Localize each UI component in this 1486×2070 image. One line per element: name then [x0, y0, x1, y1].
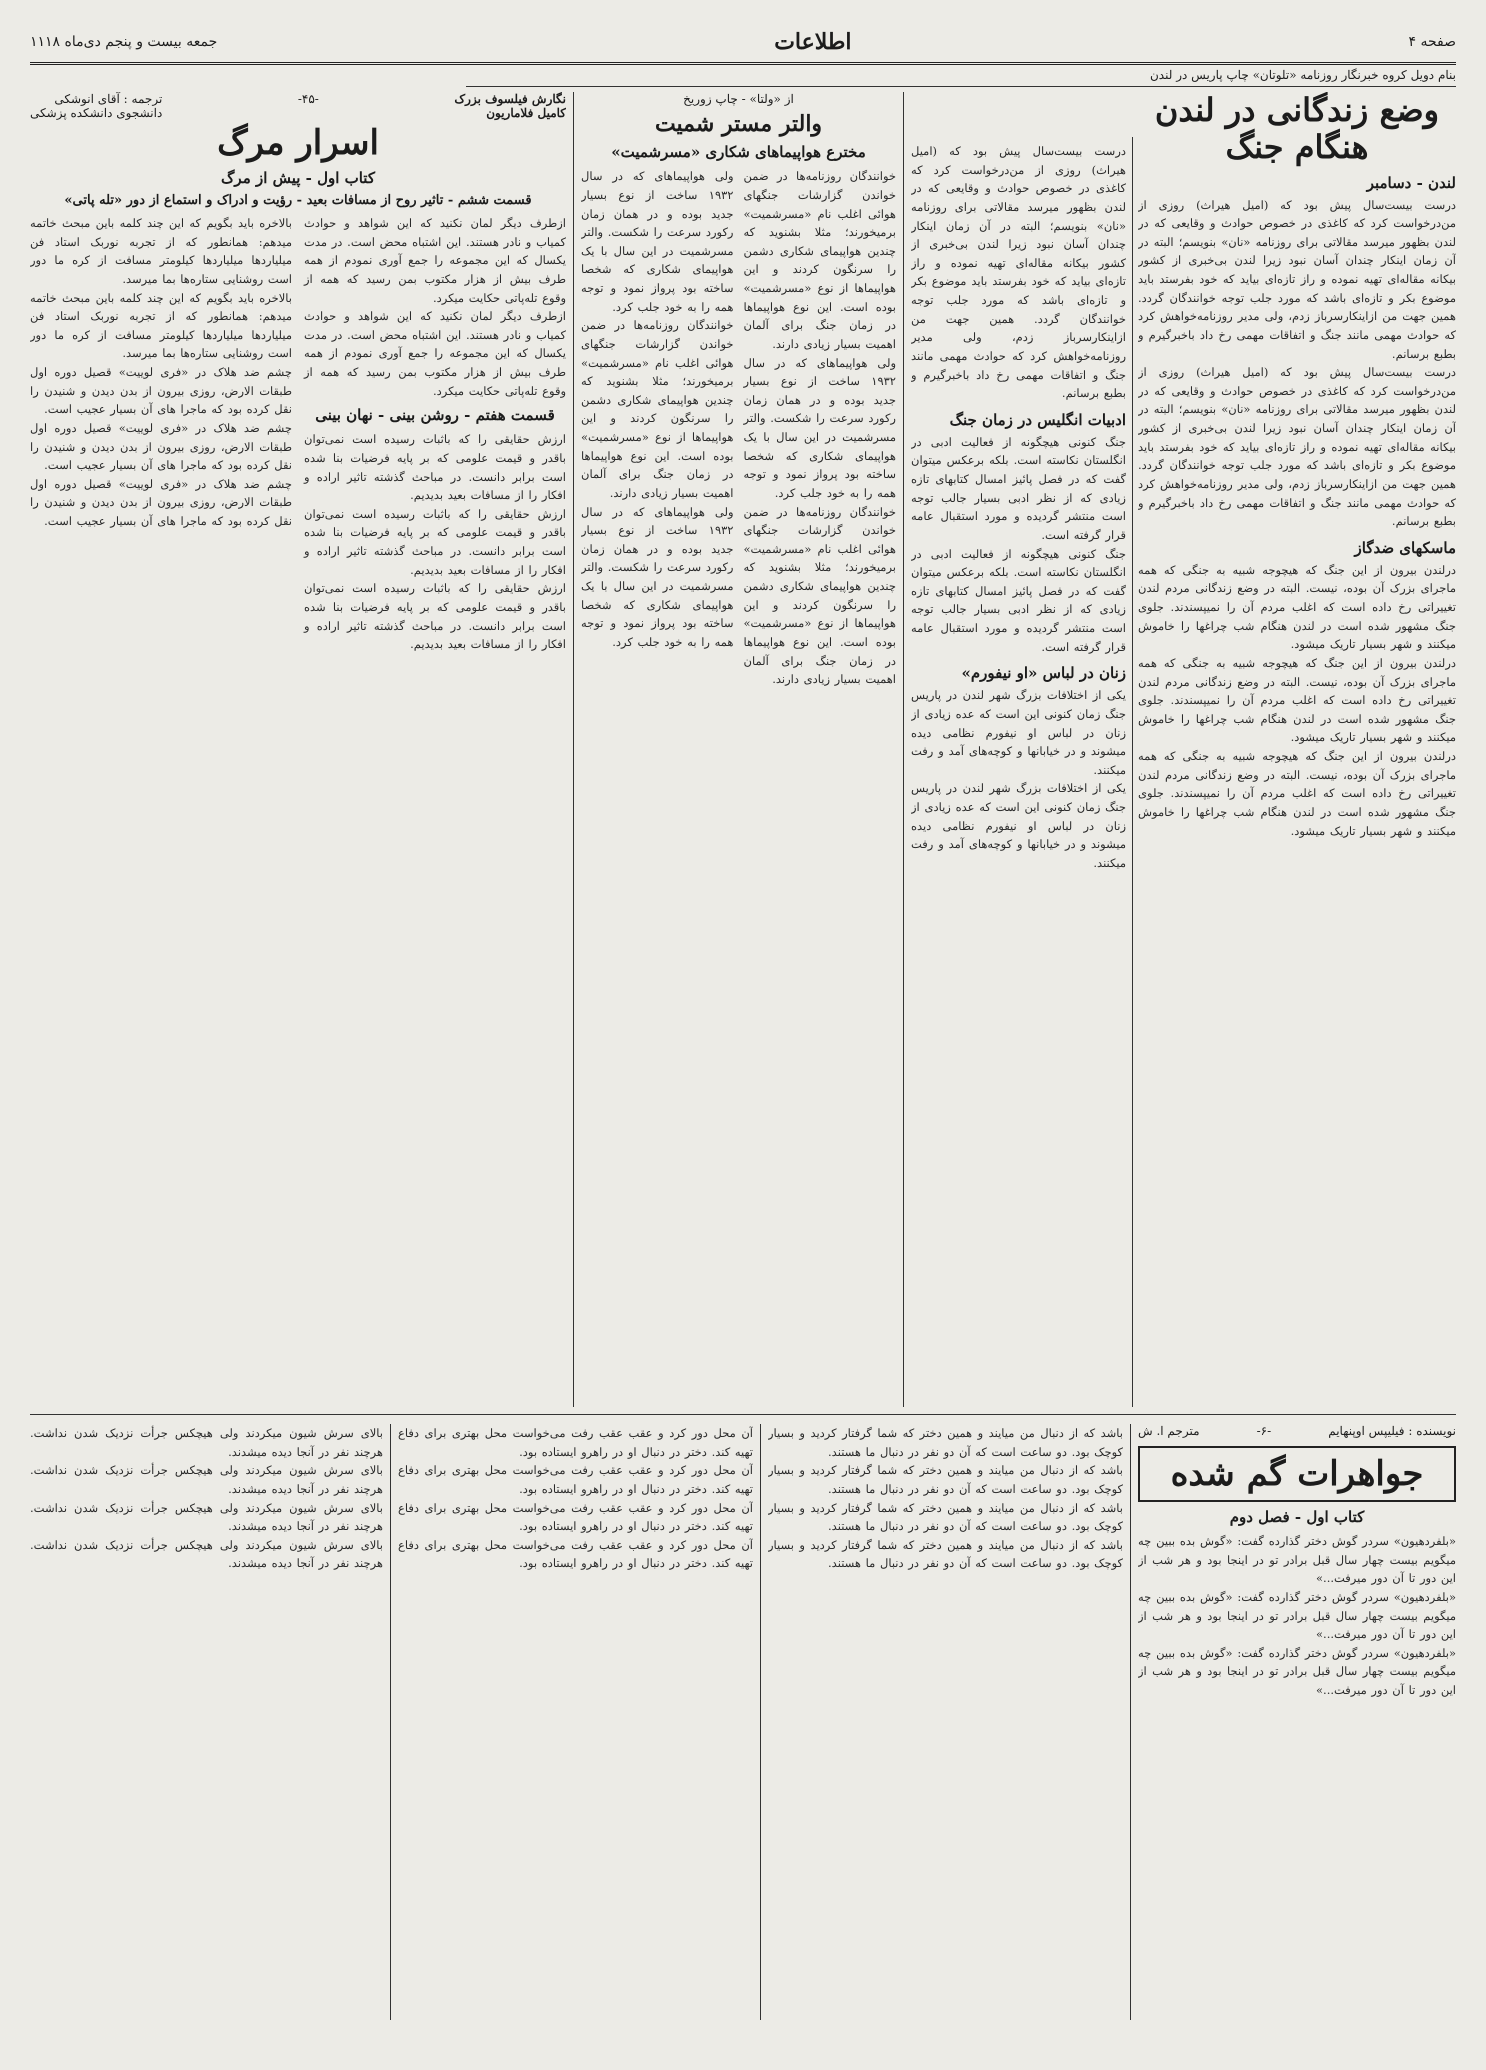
column-rule — [903, 92, 904, 1407]
article-body: ارزش حقایقی را که باثبات رسیده است نمی‌توان باقدر و قیمت علومی که بر پایه فرضیات بنا شده است برابر دانست. در مباحث گذشته تاثیر اراده و افکار را از مسافات بعید بدیدیم. — [304, 581, 566, 652]
newspaper-name: اطلاعات — [774, 29, 852, 55]
translator: مترجم ا. ش — [1138, 1424, 1200, 1438]
article-body: «بلفردهیون» سردر گوش دختر گذارده گفت: «گوش بده ببین چه میگویم بیست چهار سال قبل برادر تو در اینجا بود و هر شب از این دور تا آن دور میرفت...» — [1138, 1589, 1456, 1642]
article-body: «بلفردهیون» سردر گوش دختر گذارده گفت: «گوش بده ببین چه میگویم بیست چهار سال قبل برادر تو در اینجا بود و هر شب از این دور تا آن دور میرفت...» — [1138, 1534, 1456, 1586]
article-body: «بلفردهیون» سردر گوش دختر گذارده گفت: «گوش بده ببین چه میگویم بیست چهار سال قبل برادر تو در اینجا بود و هر شب از این دور تا آن دور میرفت...» — [1138, 1645, 1456, 1697]
article-body: درست بیست‌سال پیش بود که (امیل هیراث) روزی از من‌درخواست کرد که کاغذی در خصوص حوادث و وقایعی که در لندن بظهور میرسد مقالاتی برای روزنامه «نان» بنویسم؛ البته در آن زمان اینکار چندان آسان نبود زیرا لندن بی‌خبری از کشور بیکانه مقاله‌ای تهیه نموده و راز تازه‌ای بیاید که خود بفرستد باید موضوع بکر و تازه‌ای باشد که مورد جلب توجه خوانندگان گردد. همین جهت من ازاینکارسرباز زدم، ولی مدیر روزنامه‌خواهش کرد که حوادث مهمی مانند جنگ و اتفاقات مهمی رخ داد باخبرگیرم و بطبع برسانم. — [1138, 365, 1456, 529]
translator: ترجمه : آقای انوشکی — [54, 92, 163, 106]
article-body: باشد که از دنبال من میایند و همین دختر که شما گرفتار کردید و بسیار کوچک بود. دو ساعت است که آن دو نفر در دنبال ما هستند. — [768, 1537, 1123, 1571]
subhead-jewels: کتاب اول - فصل دوم — [1229, 1508, 1365, 1526]
column-rule — [760, 1424, 761, 2020]
part-line: قسمت ششم - تاثیر روح از مسافات بعید - رؤیت و ادراک و استماع از دور «تله پاتی» — [64, 193, 532, 209]
byline: نگارش فیلسوف بزرک — [454, 92, 566, 106]
article-body: ازطرف دیگر لمان نکنید که این شواهد و حوادث کمیاب و نادر هستند. این اشتباه محض است. در مدت یکسال که این مجموعه را جمع آوری نمودم از همه طرف بیش از هزار مکتوب بمن رسید که همه از وقوع تله‌پاتی حکایت میکرد. — [304, 216, 566, 305]
column-rule — [1130, 1424, 1131, 2020]
source-line: از «ولتا» - چاپ زوریخ — [683, 92, 794, 106]
article-body: آن محل دور کرد و عقب عقب رفت می‌خواست محل بهتری برای دفاع تهیه کند. دختر در دنبال او در راهرو ایستاده بود. — [398, 1537, 753, 1571]
article-body: چشم ضد هلاک در «فری لوییت» قصیل دوره اول طبقات الارض، روزی بیرون از بدن دیدن و شنیدن را نقل کرده بود که ماجرا های آن بسیار عجیب است. — [30, 476, 292, 529]
section-heading: ماسکهای ضدگاز — [1354, 538, 1456, 557]
article-body: خوانندگان روزنامه‌ها در ضمن خواندن گزارشات جنگهای هوائی اغلب نام «مسرشمیت» برمیخورند؛ مثلا بشنوید که چندین هواپیمای شکاری دشمن را سرنگون کردند و این هواپیماها از نوع «مسرشمیت» بوده است. این نوع هواپیماها در زمان جنگ برای آلمان اهمیت بسیار زیادی دارند. — [581, 318, 734, 500]
article-body: باشد که از دنبال من میایند و همین دختر که شما گرفتار کردید و بسیار کوچک بود. دو ساعت است که آن دو نفر در دنبال ما هستند. — [768, 1463, 1123, 1496]
masthead — [30, 22, 1456, 65]
installment-number: -۴۵- — [297, 92, 319, 106]
correspondent-line: بنام دویل کروه خبرنگار روزنامه «تلوتان» چاپ پاریس در لندن — [466, 68, 1456, 87]
article-body: درست بیست‌سال پیش بود که (امیل هیراث) روزی از من‌درخواست کرد که کاغذی در خصوص حوادث و وقایعی که در لندن بظهور میرسد مقالاتی برای روزنامه «نان» بنویسم؛ البته در آن زمان اینکار چندان آسان نبود زیرا لندن بی‌خبری از کشور بیکانه مقاله‌ای تهیه نموده و راز تازه‌ای بیاید که خود بفرستد باید موضوع بکر و تازه‌ای باشد که مورد جلب توجه خوانندگان گردد. همین جهت من ازاینکارسرباز زدم، ولی مدیر روزنامه‌خواهش کرد که حوادث مهمی مانند جنگ و اتفاقات مهمی رخ داد باخبرگیرم و بطبع برسانم. — [911, 144, 1126, 401]
article-body: درلندن بیرون از این جنگ که هیچوجه شبیه به جنگی که همه ماجرای بزرک آن بوده، نیست. البته در وضع زندگانی مردم لندن تغییراتی رخ داده است که اغلب مردم آن را نمیپسندند. جلوی جنگ مشهور شده است در لندن هنگام شب چراغها را خاموش میکنند و شهر بسیار تاریک میشود. — [1138, 562, 1456, 652]
article-lost-jewels-col4 — [30, 1424, 383, 2020]
headline-messerschmitt: والتر مستر شمیت — [654, 111, 823, 137]
article-london-col2 — [911, 142, 1126, 1407]
translator-affiliation: دانشجوی دانشکده پزشکی — [30, 106, 163, 120]
article-body: بالای سرش شیون میکردند ولی هیچکس جرأت نزدیک شدن نداشت. هرچند نفر در آنجا دیده میشدند. — [30, 1500, 383, 1534]
article-body: جنگ کنونی هیچگونه از فعالیت ادبی در انگلستان نکاسته است. بلکه برعکس میتوان گفت که در فصل پائیز امسال کتابهای تازه زیادی که از نظر ادبی بسیار جالب توجه است منتشر گردیده و مورد استقبال عامه قرار گرفته است. — [911, 546, 1126, 654]
article-secrets-of-death — [30, 92, 566, 1407]
article-body: ازطرف دیگر لمان نکنید که این شواهد و حوادث کمیاب و نادر هستند. این اشتباه محض است. در مدت یکسال که این مجموعه را جمع آوری نمودم از همه طرف بیش از هزار مکتوب بمن رسید که همه از وقوع تله‌پاتی حکایت میکرد. — [304, 309, 566, 398]
subhead-messerschmitt: مخترع هواپیماهای شکاری «مسرشمیت» — [611, 143, 866, 162]
article-lost-jewels-col3 — [398, 1424, 753, 2020]
headline-jewels: جواهرات گم شده — [1138, 1446, 1456, 1502]
article-body: بالای سرش شیون میکردند ولی هیچکس جرأت نزدیک شدن نداشت. هرچند نفر در آنجا دیده میشدند. — [30, 1537, 383, 1571]
section-heading: قسمت هفتم - روشن بینی - نهان بینی — [315, 406, 555, 425]
article-body: چشم ضد هلاک در «فری لوییت» قصیل دوره اول طبقات الارض، روزی بیرون از بدن دیدن و شنیدن را نقل کرده بود که ماجرا های آن بسیار عجیب است. — [30, 420, 292, 473]
headline-secrets: اسرار مرگ — [217, 123, 379, 163]
page-number: صفحه ۴ — [1408, 34, 1456, 50]
article-london — [1138, 92, 1456, 1407]
dateline: لندن - دسامبر — [1366, 173, 1456, 192]
issue-date: جمعه بیست و پنجم دی‌ماه ۱۱۱۸ — [30, 34, 218, 50]
article-lost-jewels-col2 — [768, 1424, 1123, 2020]
book-line: کتاب اول - پیش از مرگ — [221, 169, 375, 188]
article-body: یکی از اختلافات بزرگ شهر لندن در پاریس جنگ زمان کنونی این است که عده زیادی از زنان در لباس او نیفورم نظامی دیده میشوند و در خیابانها و کوچه‌های آمد و رفت میکنند. — [911, 781, 1126, 870]
article-body: ولی هواپیماهای که در سال ۱۹۳۲ ساخت از نوع بسیار جدید بوده و در همان زمان رکورد سرعت را شکست. والتر مسرشمیت در این سال با یک هواپیمای شکاری که شخصا ساخته بود پرواز نمود و توجه همه را به خود جلب کرد. — [581, 504, 734, 649]
section-heading: ادبیات انگلیس در زمان جنگ — [949, 410, 1126, 429]
section-heading: زنان در لباس «او نیفورم» — [961, 664, 1126, 683]
article-body: درلندن بیرون از این جنگ که هیچوجه شبیه به جنگی که همه ماجرای بزرک آن بوده، نیست. البته در وضع زندگانی مردم لندن تغییراتی رخ داده است که اغلب مردم آن را نمیپسندند. جلوی جنگ مشهور شده است در لندن هنگام شب چراغها را خاموش میکنند و شهر بسیار تاریک میشود. — [1138, 655, 1456, 745]
article-body: بالاخره باید بگویم که این چند کلمه باین مبحث خاتمه میدهم: همانطور که از تجربه نوربک استاد فن میلیاردها میلیاردها کیلومتر مسافت از کره ما دور است روشنایی ستاره‌ها بما میرسد. — [30, 290, 292, 361]
article-messerschmitt — [581, 92, 896, 1407]
article-body: یکی از اختلافات بزرگ شهر لندن در پاریس جنگ زمان کنونی این است که عده زیادی از زنان در لباس او نیفورم نظامی دیده میشوند و در خیابانها و کوچه‌های آمد و رفت میکنند. — [911, 688, 1126, 777]
installment-number: -۶- — [1256, 1424, 1272, 1438]
article-body: باشد که از دنبال من میایند و همین دختر که شما گرفتار کردید و بسیار کوچک بود. دو ساعت است که آن دو نفر در دنبال ما هستند. — [768, 1500, 1123, 1534]
column-rule — [390, 1424, 391, 2020]
article-body: چشم ضد هلاک در «فری لوییت» قصیل دوره اول طبقات الارض، روزی بیرون از بدن دیدن و شنیدن را نقل کرده بود که ماجرا های آن بسیار عجیب است. — [30, 365, 292, 417]
article-body: خوانندگان روزنامه‌ها در ضمن خواندن گزارشات جنگهای هوائی اغلب نام «مسرشمیت» برمیخورند؛ مثلا بشنوید که چندین هواپیمای شکاری دشمن را سرنگون کردند و این هواپیماها از نوع «مسرشمیت» بوده است. این نوع هواپیماها در زمان جنگ برای آلمان اهمیت بسیار زیادی دارند. — [743, 169, 896, 351]
author-name: کامیل فلاماریون — [486, 106, 566, 120]
column-rule — [1132, 137, 1133, 1407]
article-body: بالای سرش شیون میکردند ولی هیچکس جرأت نزدیک شدن نداشت. هرچند نفر در آنجا دیده میشدند. — [30, 1426, 383, 1459]
article-body: آن محل دور کرد و عقب عقب رفت می‌خواست محل بهتری برای دفاع تهیه کند. دختر در دنبال او در راهرو ایستاده بود. — [398, 1426, 753, 1459]
article-body: درست بیست‌سال پیش بود که (امیل هیراث) روزی از من‌درخواست کرد که کاغذی در خصوص حوادث و وقایعی که در لندن بظهور میرسد مقالاتی برای روزنامه «نان» بنویسم؛ البته در آن زمان اینکار چندان آسان نبود زیرا لندن بی‌خبری از کشور بیکانه مقاله‌ای تهیه نموده و راز تازه‌ای بیاید که خود بفرستد باید موضوع بکر و تازه‌ای باشد که مورد جلب توجه خوانندگان گردد. همین جهت من ازاینکارسرباز زدم، ولی مدیر روزنامه‌خواهش کرد که حوادث مهمی مانند جنگ و اتفاقات مهمی رخ داد باخبرگیرم و بطبع برسانم. — [1138, 197, 1456, 361]
article-body: آن محل دور کرد و عقب عقب رفت می‌خواست محل بهتری برای دفاع تهیه کند. دختر در دنبال او در راهرو ایستاده بود. — [398, 1463, 753, 1496]
article-body: بالای سرش شیون میکردند ولی هیچکس جرأت نزدیک شدن نداشت. هرچند نفر در آنجا دیده میشدند. — [30, 1463, 383, 1496]
article-body: درلندن بیرون از این جنگ که هیچوجه شبیه به جنگی که همه ماجرای بزرک آن بوده، نیست. البته در وضع زندگانی مردم لندن تغییراتی رخ داده است که اغلب مردم آن را نمیپسندند. جلوی جنگ مشهور شده است در لندن هنگام شب چراغها را خاموش میکنند و شهر بسیار تاریک میشود. — [1138, 749, 1456, 838]
article-body: ولی هواپیماهای که در سال ۱۹۳۲ ساخت از نوع بسیار جدید بوده و در همان زمان رکورد سرعت را شکست. والتر مسرشمیت در این سال با یک هواپیمای شکاری که شخصا ساخته بود پرواز نمود و توجه همه را به خود جلب کرد. — [581, 169, 734, 314]
article-body: ارزش حقایقی را که باثبات رسیده است نمی‌توان باقدر و قیمت علومی که بر پایه فرضیات بنا شده است برابر دانست. در مباحث گذشته تاثیر اراده و افکار را از مسافات بعید بدیدیم. — [304, 506, 566, 577]
article-lost-jewels — [1138, 1424, 1456, 2020]
article-body: بالاخره باید بگویم که این چند کلمه باین مبحث خاتمه میدهم: همانطور که از تجربه نوربک استاد فن میلیاردها میلیاردها کیلومتر مسافت از کره ما دور است روشنایی ستاره‌ها بما میرسد. — [30, 216, 292, 286]
newspaper-page — [30, 22, 1456, 2020]
article-body: ارزش حقایقی را که باثبات رسیده است نمی‌توان باقدر و قیمت علومی که بر پایه فرضیات بنا شده است برابر دانست. در مباحث گذشته تاثیر اراده و افکار را از مسافات بعید بدیدیم. — [304, 432, 566, 503]
column-rule — [573, 92, 574, 1407]
article-body: آن محل دور کرد و عقب عقب رفت می‌خواست محل بهتری برای دفاع تهیه کند. دختر در دنبال او در راهرو ایستاده بود. — [398, 1500, 753, 1534]
page-divider — [30, 1414, 1456, 1415]
article-body: خوانندگان روزنامه‌ها در ضمن خواندن گزارشات جنگهای هوائی اغلب نام «مسرشمیت» برمیخورند؛ مثلا بشنوید که چندین هواپیمای شکاری دشمن را سرنگون کردند و این هواپیماها از نوع «مسرشمیت» بوده است. این نوع هواپیماها در زمان جنگ برای آلمان اهمیت بسیار زیادی دارند. — [743, 504, 896, 687]
article-body: باشد که از دنبال من میایند و همین دختر که شما گرفتار کردید و بسیار کوچک بود. دو ساعت است که آن دو نفر در دنبال ما هستند. — [768, 1426, 1123, 1459]
article-body: ولی هواپیماهای که در سال ۱۹۳۲ ساخت از نوع بسیار جدید بوده و در همان زمان رکورد سرعت را شکست. والتر مسرشمیت در این سال با یک هواپیمای شکاری که شخصا ساخته بود پرواز نمود و توجه همه را به خود جلب کرد. — [743, 355, 896, 500]
headline-london: وضع زندگانی در لندن هنگام جنگ — [1154, 92, 1440, 166]
author-name: نویسنده : فیلیپس اوپنهایم — [1328, 1424, 1456, 1438]
article-body: جنگ کنونی هیچگونه از فعالیت ادبی در انگلستان نکاسته است. بلکه برعکس میتوان گفت که در فصل پائیز امسال کتابهای تازه زیادی که از نظر ادبی بسیار جالب توجه است منتشر گردیده و مورد استقبال عامه قرار گرفته است. — [911, 434, 1126, 542]
